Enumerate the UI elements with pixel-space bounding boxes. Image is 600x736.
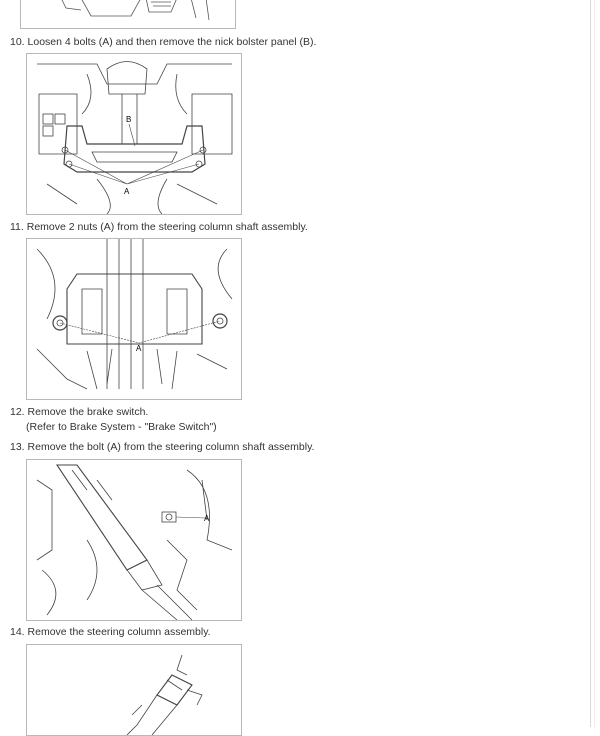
step-12-note: (Refer to Brake System - "Brake Switch") [26, 421, 217, 433]
previous-step-figure [20, 0, 236, 29]
step-10-text: Loosen 4 bolts (A) and then remove the nick bolster panel (B). [27, 36, 317, 48]
step-11-number: 11. [10, 221, 24, 233]
step-14-number: 14. [10, 626, 25, 638]
step-12 [10, 405, 148, 419]
figure-nick-bolster-panel [26, 53, 242, 215]
figure-steering-shaft-bolt [26, 459, 242, 621]
figure-steering-column-assembly [26, 644, 242, 736]
step-11-text: Remove 2 nuts (A) from the steering column shaft assembly. [26, 221, 308, 233]
step-13-number: 13. [10, 441, 25, 453]
step-12-text: Remove the brake switch. [27, 406, 149, 418]
step-12-number: 12. [10, 406, 25, 418]
fig10-callout-a: A [124, 187, 130, 196]
step-13-text: Remove the bolt (A) from the steering column shaft assembly. [27, 441, 315, 453]
step-10 [10, 35, 316, 49]
fig10-callout-b: B [126, 115, 132, 124]
step-13 [10, 440, 314, 454]
step-14 [10, 625, 211, 639]
fig13-callout-a: A [204, 514, 210, 523]
fig11-callout-a: A [136, 344, 142, 353]
page-right-border-outer [594, 0, 595, 727]
page-right-border [590, 0, 591, 727]
step-10-number: 10. [10, 36, 25, 48]
figure-steering-column-nuts [26, 238, 242, 400]
step-14-text: Remove the steering column assembly. [27, 626, 211, 638]
step-11 [10, 220, 308, 234]
